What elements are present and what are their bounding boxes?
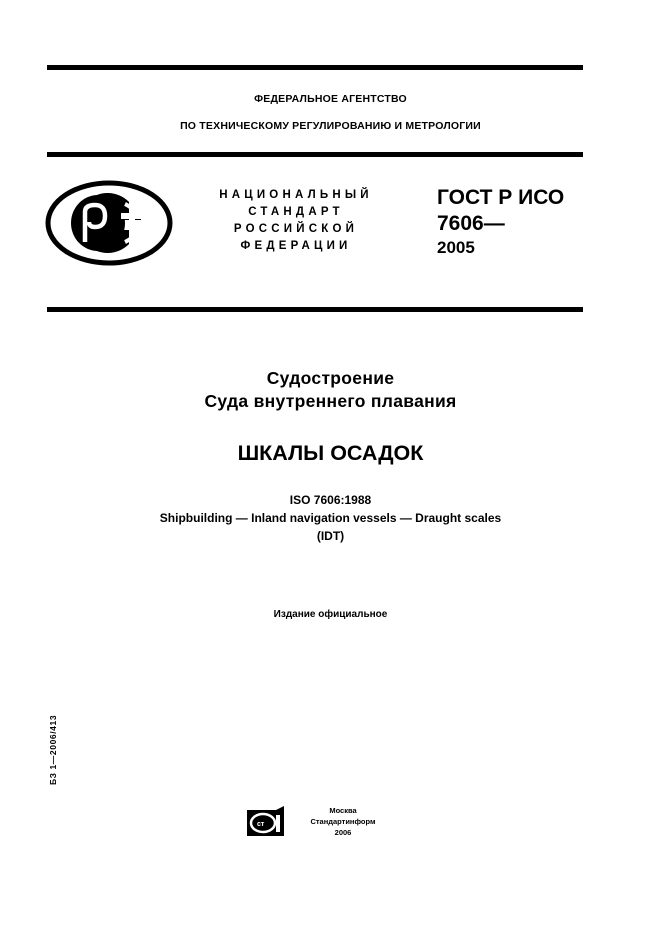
publisher-name: Стандартинформ bbox=[310, 817, 376, 826]
national-line: ФЕДЕРАЦИИ bbox=[240, 240, 352, 252]
top-rule bbox=[47, 65, 583, 70]
designation-line-1: ГОСТ Р ИСО bbox=[437, 186, 565, 209]
national-line: НАЦИОНАЛЬНЫЙ bbox=[219, 189, 373, 201]
national-standard-label bbox=[196, 187, 396, 255]
publisher-year: 2006 bbox=[334, 828, 352, 837]
national-line: СТАНДАРТ bbox=[248, 206, 344, 218]
designation-year: 2005 bbox=[437, 238, 475, 257]
subject-line-2: Суда внутреннего плавания bbox=[204, 391, 457, 411]
national-line: РОССИЙСКОЙ bbox=[233, 223, 359, 235]
standartinform-logo-icon bbox=[246, 806, 286, 838]
english-title: Shipbuilding — Inland navigation vessels — Draught scales bbox=[159, 511, 502, 525]
document-title: ШКАЛЫ ОСАДОК bbox=[237, 441, 424, 465]
designation-line-2: 7606— bbox=[437, 212, 505, 235]
side-registration-code: БЗ 1—2006/413 bbox=[48, 714, 58, 785]
svg-text:ст: ст bbox=[257, 821, 265, 828]
iso-reference: ISO 7606:1988 bbox=[289, 493, 372, 507]
block-rule bbox=[47, 307, 583, 312]
edition-label: Издание официальное bbox=[273, 609, 388, 620]
publisher-imprint bbox=[295, 805, 391, 838]
subject-line-1: Судостроение bbox=[266, 368, 395, 388]
standard-designation bbox=[437, 185, 564, 259]
header-rule bbox=[47, 152, 583, 157]
equivalence-marker: (IDT) bbox=[316, 529, 345, 543]
publisher-city: Москва bbox=[329, 806, 357, 815]
agency-line-2: ПО ТЕХНИЧЕСКОМУ РЕГУЛИРОВАНИЮ И МЕТРОЛОГИИ bbox=[180, 120, 481, 132]
agency-line-1: ФЕДЕРАЛЬНОЕ АГЕНТСТВО bbox=[254, 93, 407, 105]
rst-gost-r-emblem-icon bbox=[45, 180, 173, 266]
